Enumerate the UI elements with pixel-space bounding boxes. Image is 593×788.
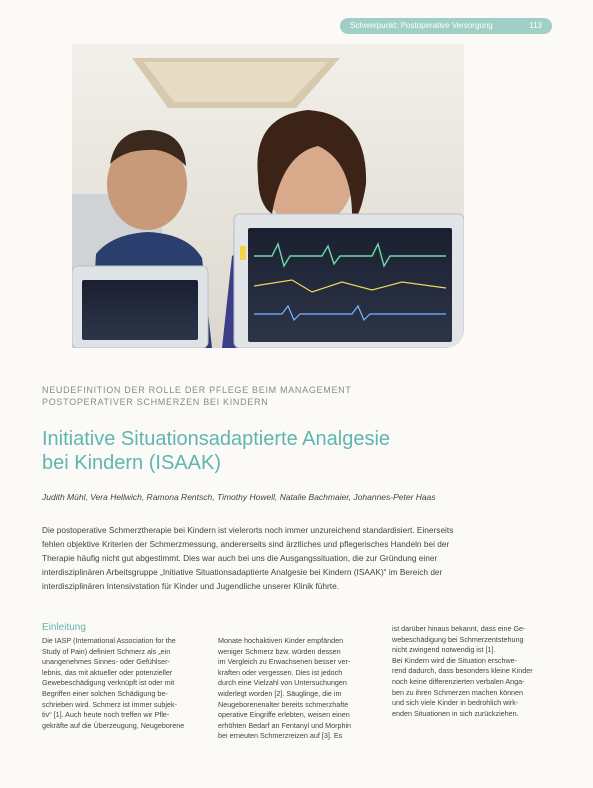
author-list: Judith Mühl, Vera Hellwich, Ramona Rentsch, Timothy Howell, Natalie Bachmaier, Johannes-Peter Haas [42, 492, 436, 502]
body-line: Study of Pain) definiert Schmerz als „ein [42, 646, 171, 656]
section-heading-introduction: Einleitung [42, 622, 86, 633]
body-line: widerlegt worden [2]. Säuglinge, die im [218, 688, 342, 698]
body-line: Monate hochaktiven Kinder empfänden [218, 636, 344, 645]
body-column-1 [42, 622, 200, 731]
photo-nurses-at-monitors [72, 44, 464, 348]
article-abstract [42, 523, 562, 593]
body-column-3 [392, 624, 550, 719]
abstract-line: interdisziplinären Arbeitsgruppe „Initiative Situationsadaptierte Analgesie bei Kindern (ISAAK)“ im Bereich der [42, 567, 443, 577]
title-line: bei Kindern (ISAAK) [42, 452, 221, 474]
body-line: operative Eingriffe erlebten, weisen einen [218, 710, 350, 720]
article-photo [72, 44, 464, 348]
body-line: bei erneuten Schmerzreizen auf [3]. Es [218, 731, 343, 741]
body-line: im Vergleich zu Erwachsenen besser ver- [218, 657, 351, 667]
body-line: und sich viele Kinder in bedrohlich wirk- [392, 698, 519, 708]
body-line: unangenehmes Sinnes- oder Gefühlser- [42, 657, 170, 667]
body-line: Neugeborenenalter bereits schmerzhafte [218, 699, 349, 709]
page-number: 113 [529, 21, 542, 30]
body-line: durch eine Vielzahl von Untersuchungen [218, 678, 347, 688]
body-line: lebnis, das mit aktueller oder potenzieller [42, 667, 173, 677]
body-line: kraften oder vergessen. Dies ist jedoch [218, 667, 343, 677]
body-line: nicht zwingend notwendig ist [1]. [392, 645, 496, 655]
kicker-line: NEUDEFINITION DER ROLLE DER PFLEGE BEIM MANAGEMENT [42, 385, 352, 395]
body-line: enden Situationen in sich zurückziehen. [392, 708, 519, 718]
body-line: Die IASP (International Association for the [42, 636, 176, 645]
body-line: Gewebeschädigung verknüpft ist oder mit [42, 678, 175, 688]
body-line: erhöhten Bedarf an Fentanyl und Morphin [218, 720, 352, 730]
abstract-line: Therapie häufig nicht gut abgestimmt. Dies war auch bei uns die Ausgangssituation, die zur Gründung einer [42, 553, 438, 563]
title-line: Initiative Situationsadaptierte Analgesie [42, 428, 391, 450]
body-line: Begriffen einer solchen Schädigung be- [42, 688, 168, 698]
body-line: rend dadurch, dass besonders kleine Kinder [392, 666, 533, 676]
article-title [42, 427, 562, 475]
section-header-badge [340, 18, 552, 34]
body-line: ben zu ihren Schmerzen machen können [392, 687, 524, 697]
body-line: weniger Schmerz bzw. würden dessen [218, 646, 341, 656]
abstract-line: interdisziplinären Intensivstation für Kinder und Jugendliche unserer Klinik führte. [42, 581, 340, 591]
body-line: gekräfte auf die Überzeugung, Neugeborene [42, 720, 185, 730]
body-line: tiv“ [1]. Auch heute noch treffen wir Pfle- [42, 710, 170, 720]
body-line: ist darüber hinaus bekannt, dass eine Ge- [392, 624, 526, 633]
abstract-line: fehlen objektive Kriterien der Schmerzmessung, andererseits sind ärztliches und pflegerisches Handeln bei der [42, 539, 450, 549]
body-line: webeschädigung bei Schmerzentstehung [392, 634, 524, 644]
body-column-2 [218, 636, 376, 742]
article-kicker [42, 384, 562, 408]
body-line: Bei Kindern wird die Situation erschwe- [392, 655, 518, 665]
kicker-line: POSTOPERATIVER SCHMERZEN BEI KINDERN [42, 397, 269, 407]
abstract-line: Die postoperative Schmerztherapie bei Kindern ist vielerorts noch immer unzureichend standardisiert. Einerseits [42, 525, 454, 535]
body-line: noch keine differenzierten verbalen Anga- [392, 676, 525, 686]
body-line: schrieben wird. Schmerz ist immer subjek- [42, 699, 178, 709]
section-label: Schwerpunkt: Postoperative Versorgung [350, 21, 493, 30]
